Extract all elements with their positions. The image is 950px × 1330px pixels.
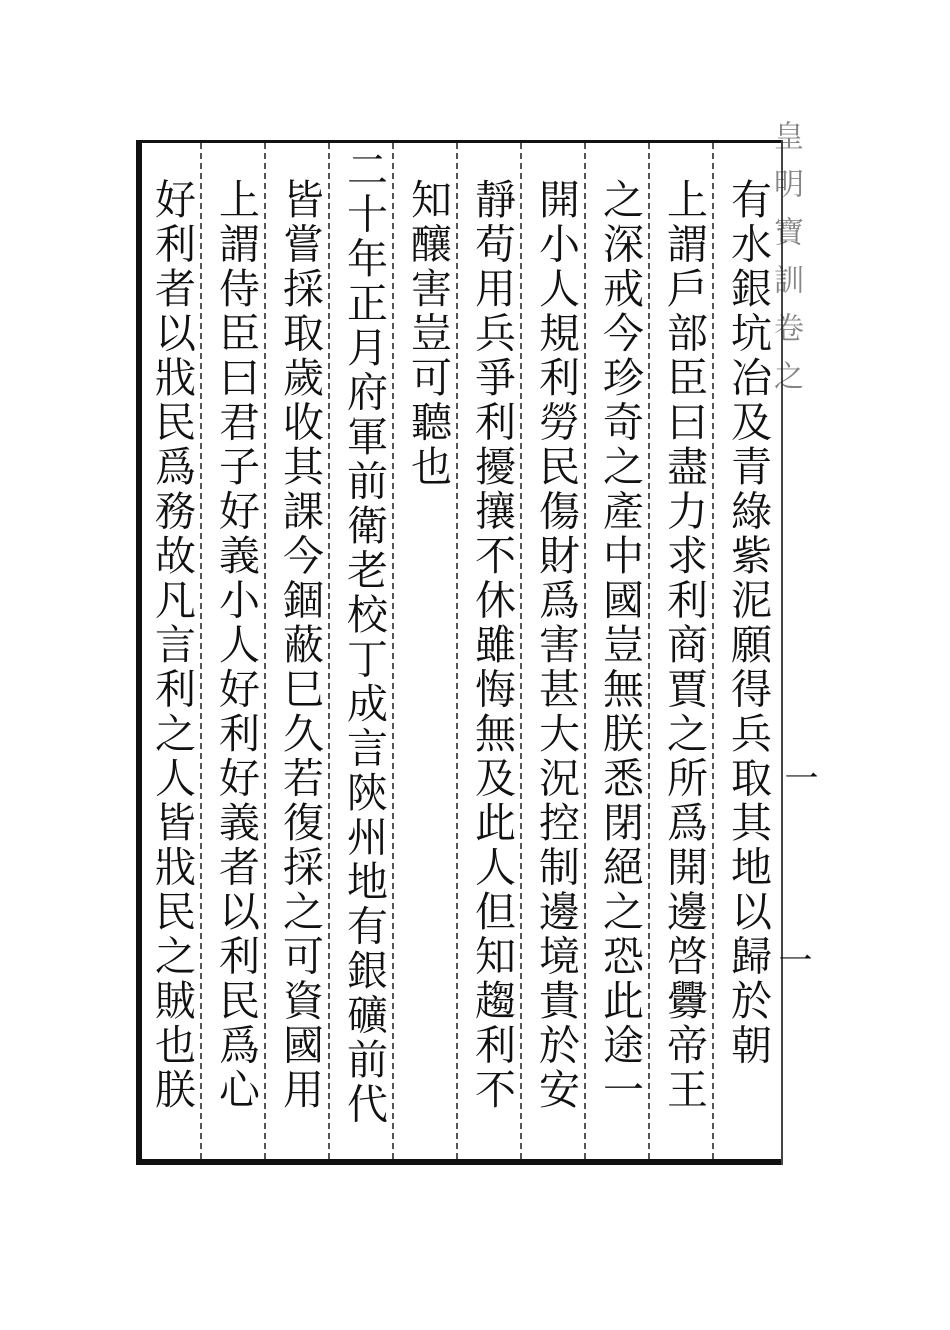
fold-margin	[768, 120, 821, 1170]
column-rule	[264, 143, 266, 1159]
column-rule	[712, 143, 714, 1159]
fold-page-number: 一	[772, 942, 812, 976]
text-column-4: 開小人規利勞民傷財爲害甚大況控制邊境貴於安	[532, 178, 580, 1113]
column-rule	[584, 143, 586, 1159]
text-column-6: 知釀害豈可聽也	[404, 178, 452, 490]
column-rule	[392, 143, 394, 1159]
column-rule	[328, 143, 330, 1159]
column-rule	[200, 143, 202, 1159]
column-rule	[456, 143, 458, 1159]
column-rule	[520, 143, 522, 1159]
text-column-9: 上謂侍臣曰君子好義小人好利好義者以利民爲心	[212, 178, 260, 1113]
text-column-3: 之深戒今珍奇之產中國豈無朕悉閉絕之恐此途一	[596, 178, 644, 1113]
fold-volume: 一	[778, 760, 818, 794]
text-column-1: 有水銀坑冶及青綠紫泥願得兵取其地以歸於朝	[724, 178, 772, 1068]
text-column-8: 皆嘗採取歲收其課今錮蔽巳久若復採之可資國用	[276, 178, 324, 1113]
column-rule	[648, 143, 650, 1159]
text-column-7: 二十年正月府軍前衛老校丁成言陝州地有銀礦前代	[340, 148, 388, 1127]
text-column-2: 上謂戶部臣曰盡力求利商賈之所爲開邊啓釁帝王	[660, 178, 708, 1113]
fold-title: 皇明寶訓卷之	[768, 120, 803, 408]
text-column-10: 好利者以戕民爲務故凡言利之人皆戕民之賊也朕	[148, 178, 196, 1113]
text-column-5: 靜苟用兵爭利擾攘不休雖悔無及此人但知趨利不	[468, 178, 516, 1113]
